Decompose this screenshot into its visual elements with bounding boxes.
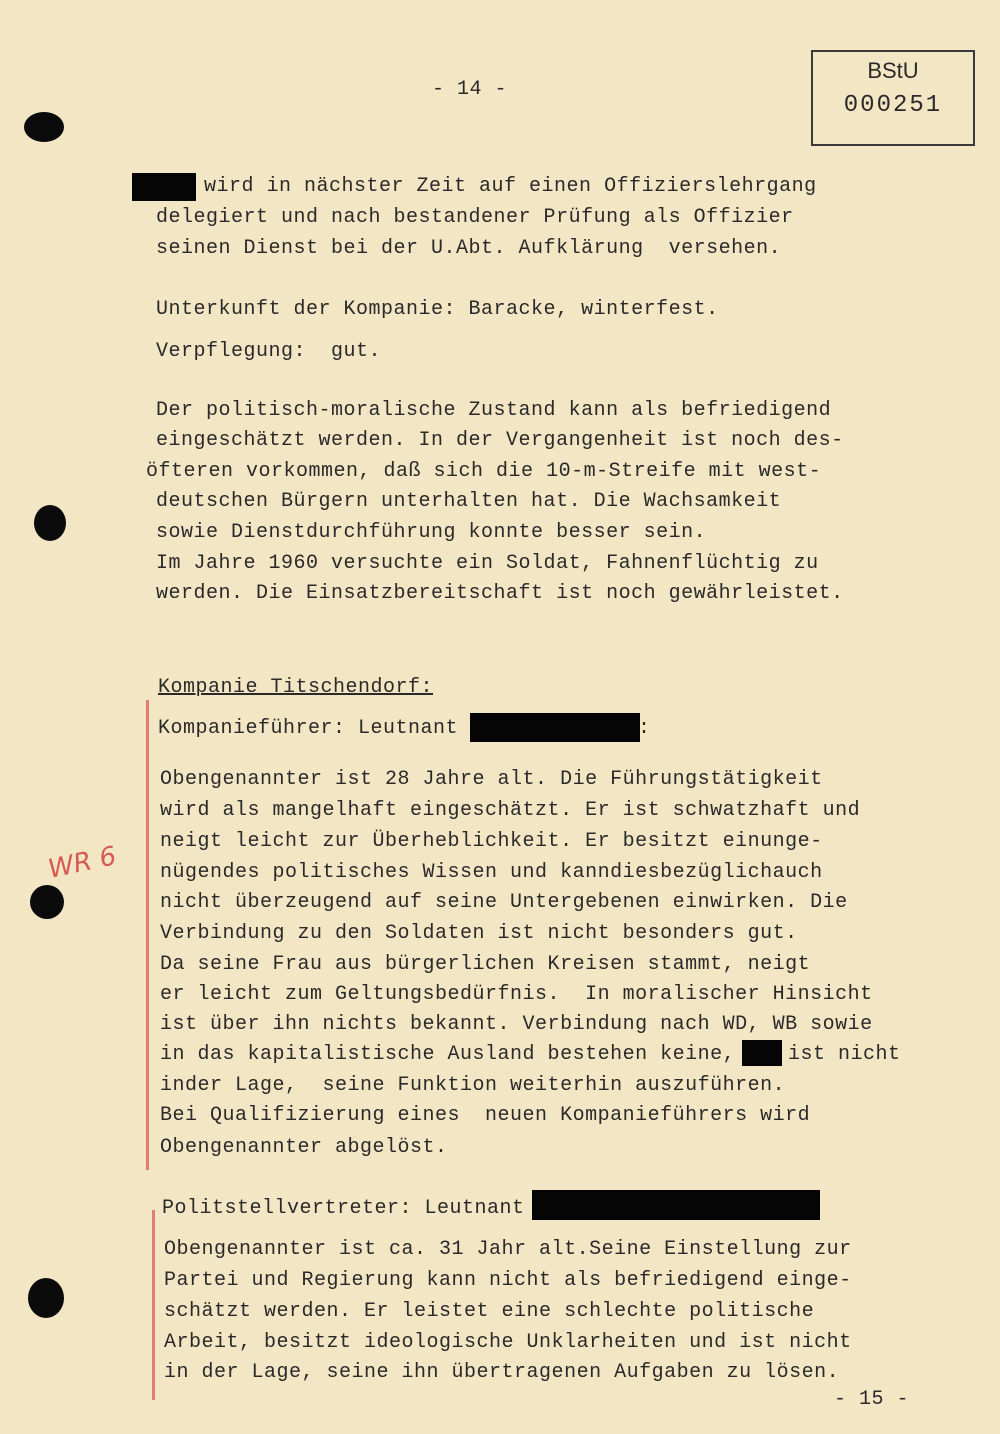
para3-line-7: Da seine Frau aus bürgerlichen Kreisen stammt, neigt [160, 953, 811, 976]
para3-line-1: Obengenannter ist 28 Jahre alt. Die Führungstätigkeit [160, 768, 823, 791]
para3-line-12: Bei Qualifizierung eines neuen Kompanieführers wird [160, 1104, 811, 1127]
para4-line-5: in der Lage, seine ihn übertragenen Aufgaben zu lösen. [164, 1361, 840, 1384]
para2-line-6: Im Jahre 1960 versuchte ein Soldat, Fahnenflüchtig zu [156, 552, 819, 575]
punch-hole-lower-mid [30, 885, 64, 919]
para4-line-2: Partei und Regierung kann nicht als befriedigend einge- [164, 1269, 852, 1292]
bstu-stamp [811, 50, 975, 146]
para2-line-2: eingeschätzt werden. In der Vergangenheit ist noch des- [156, 429, 844, 452]
margin-note: WR 6 [45, 841, 119, 885]
section-heading: Kompanie Titschendorf: [158, 676, 434, 699]
red-margin-line-upper [146, 700, 149, 1170]
para3-line-11: inder Lage, seine Funktion weiterhin auszuführen. [160, 1074, 786, 1097]
para1-line-1: wird in nächster Zeit auf einen Offizierslehrgang [204, 175, 817, 198]
punch-hole-upper-mid [34, 505, 66, 541]
para2-line-3: öfteren vorkommen, daß sich die 10-m-Streife mit west- [146, 460, 822, 483]
stamp-number: 000251 [843, 92, 943, 119]
para3-line-3: neigt leicht zur Überheblichkeit. Er besitzt einunge- [160, 830, 823, 853]
para1-line-2: delegiert und nach bestandener Prüfung als Offizier [156, 206, 794, 229]
para3-line-6: Verbindung zu den Soldaten ist nicht besonders gut. [160, 922, 798, 945]
politstell-label: Politstellvertreter: Leutnant [162, 1197, 525, 1220]
para4-line-4: Arbeit, besitzt ideologische Unklarheiten und ist nicht [164, 1331, 852, 1354]
verpflegung-line: Verpflegung: gut. [156, 340, 382, 363]
punch-hole-bottom [28, 1278, 64, 1318]
para1-line-3: seinen Dienst bei der U.Abt. Aufklärung versehen. [156, 237, 782, 260]
stamp-org: BStU [867, 58, 919, 83]
para4-line-1: Obengenannter ist ca. 31 Jahr alt.Seine Einstellung zur [164, 1238, 852, 1261]
para3-line-5: nicht überzeugend auf seine Untergebenen einwirken. Die [160, 891, 848, 914]
redacted-politstell-name [532, 1190, 820, 1220]
para2-line-5: sowie Dienstdurchführung konnte besser sein. [156, 521, 707, 544]
para2-line-1: Der politisch-moralische Zustand kann als befriedigend [156, 399, 832, 422]
para3-line-10-end: ist nicht [788, 1043, 901, 1066]
para3-line-9: ist über ihn nichts bekannt. Verbindung nach WD, WB sowie [160, 1013, 873, 1036]
punch-hole-top [24, 112, 64, 142]
para3-line-13: Obengenannter abgelöst. [160, 1136, 448, 1159]
redacted-kompaniefuehrer-name [470, 713, 640, 742]
para3-line-4: nügendes politisches Wissen und kanndiesbezüglichauch [160, 861, 823, 884]
para2-line-7: werden. Die Einsatzbereitschaft ist noch gewährleistet. [156, 582, 844, 605]
para2-line-4: deutschen Bürgern unterhalten hat. Die Wachsamkeit [156, 490, 782, 513]
red-margin-line-lower [152, 1210, 155, 1400]
page-number-bottom: - 15 - [834, 1388, 910, 1411]
page-number-top: - 14 - [432, 78, 508, 101]
para3-line-2: wird als mangelhaft eingeschätzt. Er ist schwatzhaft und [160, 799, 861, 822]
para4-line-3: schätzt werden. Er leistet eine schlechte politische [164, 1300, 815, 1323]
kompaniefuehrer-colon: : [638, 717, 651, 740]
redacted-name [132, 173, 196, 201]
para3-line-8: er leicht zum Geltungsbedürfnis. In moralischer Hinsicht [160, 983, 873, 1006]
kompaniefuehrer-label: Kompanieführer: Leutnant [158, 717, 459, 740]
para3-line-10-start: in das kapitalistische Ausland bestehen keine, [160, 1043, 736, 1066]
redacted-name-inline [742, 1040, 782, 1066]
unterkunft-line: Unterkunft der Kompanie: Baracke, winterfest. [156, 298, 719, 321]
